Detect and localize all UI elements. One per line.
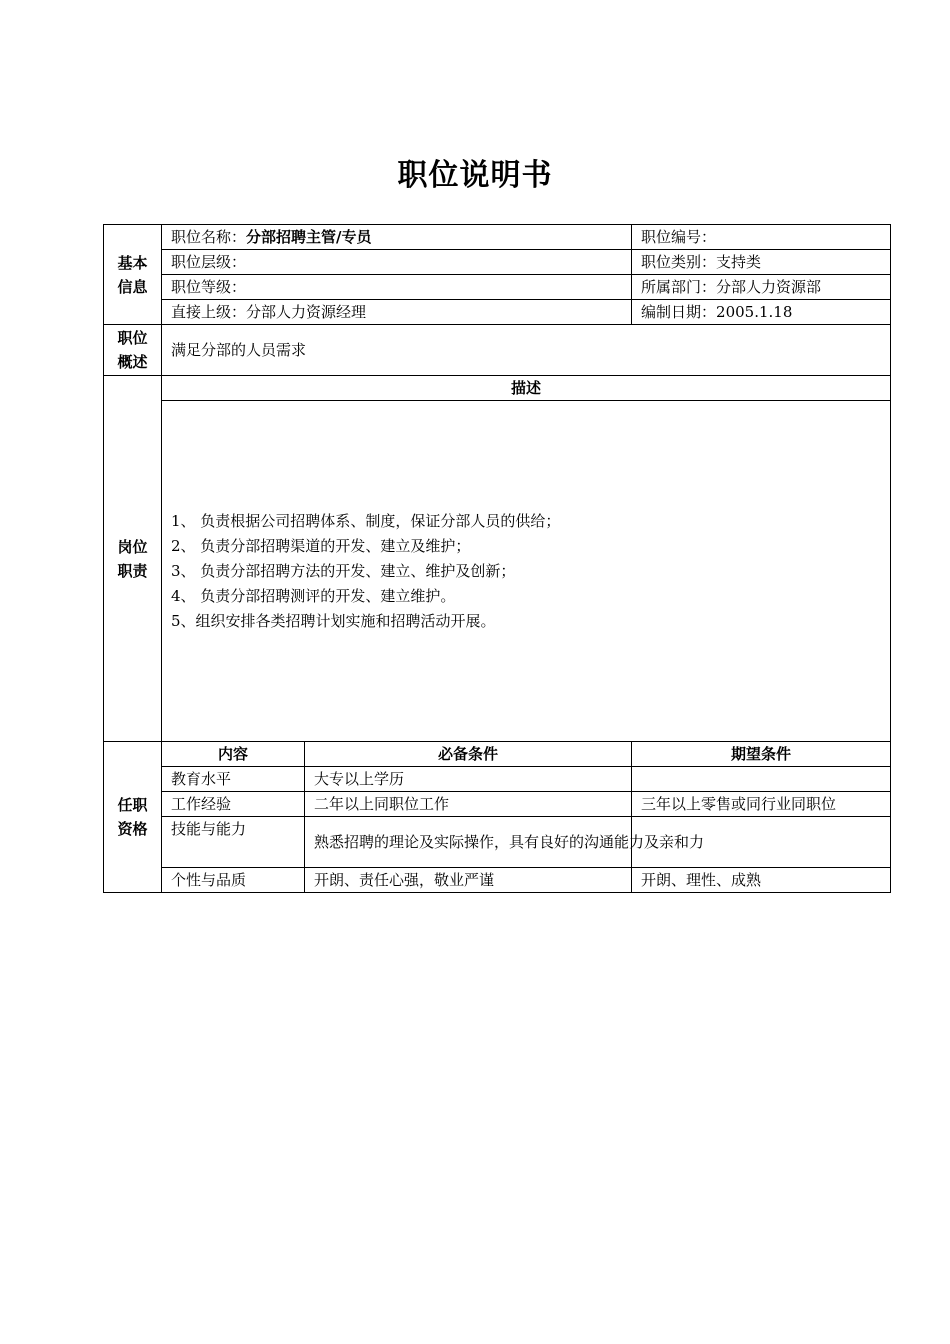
qual-desired	[632, 767, 891, 792]
department-cell: 所属部门：分部人力资源部	[632, 275, 891, 300]
page-title: 职位说明书	[397, 158, 553, 193]
table-row	[104, 868, 891, 893]
overview-row	[104, 325, 891, 376]
position-name-cell	[162, 225, 632, 250]
position-name-value: 分部招聘主管/专员	[246, 228, 372, 246]
superior-cell: 直接上级：分部人力资源经理	[162, 300, 632, 325]
qual-required: 熟悉招聘的理论及实际操作，具有良好的沟通能力及亲和力	[305, 817, 632, 868]
basic-row-grade	[104, 275, 891, 300]
qualifications-section-label	[104, 742, 162, 893]
qualifications-label-text: 任职 资格	[117, 796, 148, 838]
qual-header-content: 内容	[162, 742, 305, 767]
position-name-label: 职位名称：	[171, 228, 247, 246]
duty-item: 1、 负责根据公司招聘体系、制度，保证分部人员的供给；	[171, 511, 561, 530]
overview-label-text: 职位 概述	[117, 329, 148, 371]
basic-row-name	[104, 225, 891, 250]
position-grade-cell: 职位等级：	[162, 275, 632, 300]
qual-item: 工作经验	[162, 792, 305, 817]
duty-item: 4、 负责分部招聘测评的开发、建立维护。	[171, 586, 456, 605]
qual-required: 开朗、责任心强，敬业严谨	[305, 868, 632, 893]
table-row	[104, 792, 891, 817]
qual-item: 教育水平	[162, 767, 305, 792]
table-row	[104, 817, 891, 868]
duties-list	[162, 401, 891, 742]
qual-header-required: 必备条件	[305, 742, 632, 767]
basic-row-superior	[104, 300, 891, 325]
qual-desired: 开朗、理性、成熟	[632, 868, 891, 893]
basic-info-section-label	[104, 225, 162, 325]
qualifications-header-row	[104, 742, 891, 767]
duty-item: 3、 负责分部招聘方法的开发、建立、维护及创新；	[171, 561, 516, 580]
position-category-cell: 职位类别：支持类	[632, 250, 891, 275]
overview-text: 满足分部的人员需求	[162, 325, 891, 376]
duties-section-label	[104, 376, 162, 742]
duty-item: 2、 负责分部招聘渠道的开发、建立及维护；	[171, 536, 471, 555]
duties-header: 描述	[162, 376, 891, 401]
duty-item: 5、组织安排各类招聘计划实施和招聘活动开展。	[171, 611, 496, 630]
overview-section-label	[104, 325, 162, 376]
duties-header-row	[104, 376, 891, 401]
basic-info-label-text: 基本 信息	[117, 253, 148, 296]
qual-header-desired: 期望条件	[632, 742, 891, 767]
duties-body-row	[104, 401, 891, 742]
job-description-table	[103, 224, 891, 893]
basic-row-level	[104, 250, 891, 275]
position-number-cell: 职位编号：	[632, 225, 891, 250]
qual-item: 技能与能力	[162, 817, 305, 868]
qual-desired: 三年以上零售或同行业同职位	[632, 792, 891, 817]
qual-required: 大专以上学历	[305, 767, 632, 792]
duties-label-text: 岗位 职责	[117, 537, 148, 580]
compile-date-cell: 编制日期：2005.1.18	[632, 300, 891, 325]
table-row	[104, 767, 891, 792]
qual-item: 个性与品质	[162, 868, 305, 893]
position-level-cell: 职位层级：	[162, 250, 632, 275]
qual-required: 二年以上同职位工作	[305, 792, 632, 817]
